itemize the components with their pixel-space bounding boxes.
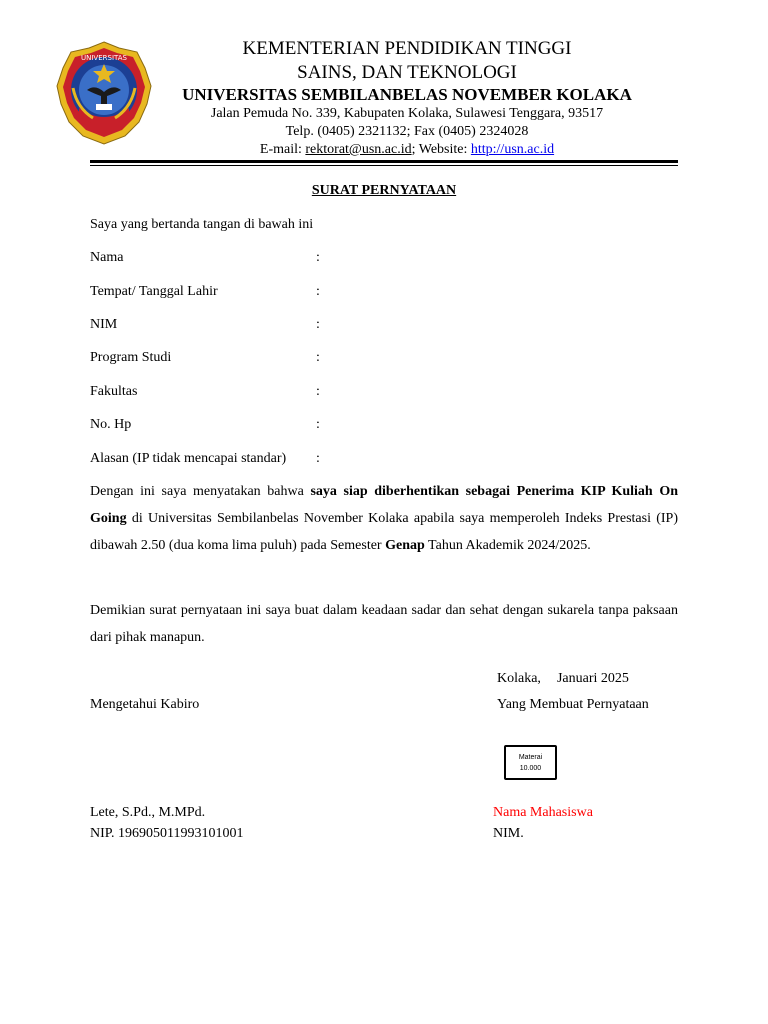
field-label-tempat-tanggal-lahir: Tempat/ Tanggal Lahir [90,284,218,299]
signature-date: Januari 2025 [556,671,629,686]
acknowledger-nip: NIP. 196905011993101001 [90,826,244,841]
field-label-alasan: Alasan (IP tidak mencapai standar) [90,451,287,466]
svg-text:UNIVERSITAS: UNIVERSITAS [81,54,127,62]
signature-place-date [497,670,629,688]
header-divider-thin [90,165,678,166]
statement-text: Dengan ini saya menyatakan bahwa [90,484,311,499]
field-label-nama: Nama [90,250,124,265]
website-link[interactable]: http://usn.ac.id [470,142,555,157]
header-divider-thick [90,160,678,163]
stamp-label: Materai [518,754,543,761]
ministry-line-1: KEMENTERIAN PENDIDIKAN TINGGI [242,38,572,59]
acknowledger-title: Mengetahui Kabiro [90,697,200,712]
field-colon: : [316,417,320,432]
intro-text: Saya yang bertanda tangan di bawah ini [90,217,314,232]
university-name: UNIVERSITAS SEMBILANBELAS NOVEMBER KOLAKA [182,85,632,104]
statement-text: di Universitas Sembilanbelas November Kolaka apabila saya memperoleh Indeks Prestasi (IP) dibawah 2.50 (dua koma lima puluh) pada Semester [90,511,678,553]
closing-paragraph: Demikian surat pernyataan ini saya buat dalam keadaan sadar dan sehat dengan sukarela tanpa paksaan dari pihak manapun. [90,603,678,645]
statement-paragraph [90,478,678,559]
email-label: E-mail: [259,142,306,157]
acknowledger-name: Lete, S.Pd., M.MPd. [90,805,206,820]
field-label-fakultas: Fakultas [90,384,138,399]
phone-line: Telp. (0405) 2321132; Fax (0405) 2324028 [285,124,529,139]
field-colon: : [316,284,320,299]
student-name-placeholder: Nama Mahasiswa [493,805,593,820]
field-label-nim: NIM [90,317,118,332]
address-line: Jalan Pemuda No. 339, Kabupaten Kolaka, Sulawesi Tenggara, 93517 [210,106,604,121]
field-colon: : [316,250,320,265]
field-colon: : [316,451,320,466]
contact-line [160,141,654,159]
university-logo [49,38,159,148]
field-colon: : [316,350,320,365]
document-title: SURAT PERNYATAAN [311,183,457,198]
statement-bold-text: saya siap diberhentikan sebagai Penerima KIP Kuliah On Going [90,484,678,526]
field-colon: : [316,317,320,332]
student-nim-placeholder: NIM. [493,826,524,841]
signature-place: Kolaka, [497,671,541,686]
materai-stamp-box [504,745,557,780]
ministry-line-2: SAINS, DAN TEKNOLOGI [297,62,517,83]
semester-bold-text: Genap [385,538,425,553]
statement-text: Tahun Akademik 2024/2025. [424,538,591,553]
field-label-program-studi: Program Studi [90,350,172,365]
field-colon: : [316,384,320,399]
email-link[interactable]: rektorat@usn.ac.id [305,142,412,157]
declarant-title: Yang Membuat Pernyataan [497,697,649,712]
website-label: ; Website: [411,142,471,157]
stamp-value: 10.000 [519,765,542,772]
field-label-no-hp: No. Hp [90,417,132,432]
